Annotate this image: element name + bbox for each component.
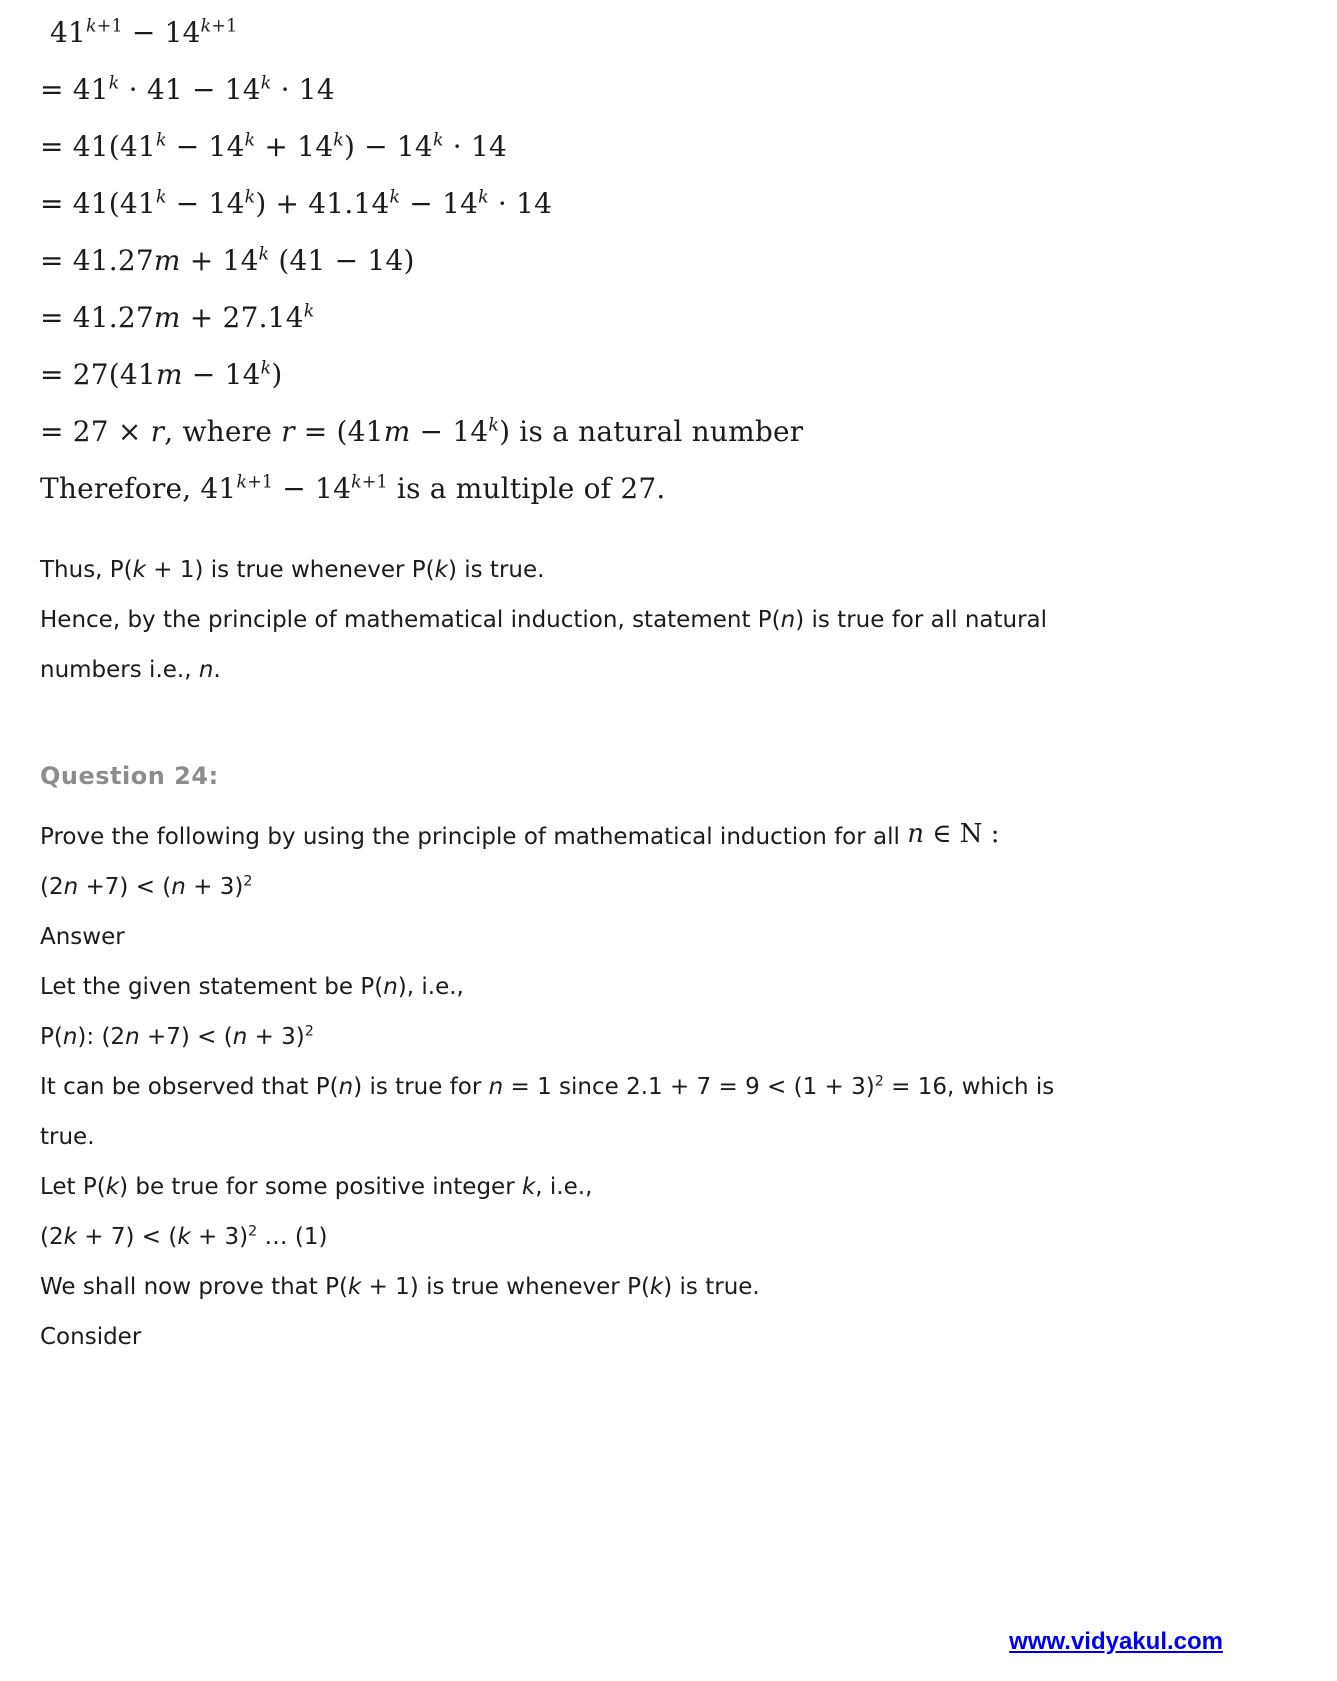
text-segment: ) be true for some positive integer	[119, 1174, 522, 1200]
paragraph-line	[40, 809, 1277, 862]
text-segment: ) is true for all natural	[795, 607, 1048, 633]
text-segment: · 14	[443, 130, 508, 163]
text-segment: 2	[304, 1023, 314, 1040]
text-segment: +7) < (	[78, 874, 172, 900]
text-segment: 2	[248, 1223, 258, 1240]
equation-line	[40, 61, 1277, 118]
text-segment: Let the given statement be P(	[40, 974, 384, 1000]
text-segment: k	[244, 187, 256, 208]
text-segment: − 14	[182, 358, 261, 391]
equation-line	[40, 118, 1277, 175]
text-segment: Answer	[40, 924, 125, 950]
text-segment: +7) < (	[139, 1024, 233, 1050]
paragraph-line	[40, 1262, 1277, 1312]
text-segment: k	[155, 187, 167, 208]
equation-line	[40, 175, 1277, 232]
text-segment: m	[155, 358, 183, 391]
text-segment: + 1) is true whenever P(	[145, 557, 435, 583]
text-segment: k	[434, 557, 448, 583]
text-segment: numbers i.e.,	[40, 657, 199, 683]
text-segment: + 27.14	[180, 301, 304, 334]
text-segment: 41	[50, 16, 87, 49]
text-segment: (2	[40, 1224, 64, 1250]
text-segment: ), i.e.,	[397, 974, 464, 1000]
paragraph-line	[40, 912, 1277, 962]
text-segment: + 3)	[247, 1024, 305, 1050]
question-heading: Question 24:	[40, 762, 219, 790]
text-segment: = (41	[294, 415, 384, 448]
text-segment: − 14	[400, 187, 479, 220]
text-segment: k	[177, 1224, 191, 1250]
text-segment: + 3)	[185, 874, 244, 900]
text-segment: k	[389, 187, 401, 208]
paragraph-line	[40, 862, 1277, 912]
paragraph-line	[40, 595, 1277, 645]
text-segment: n	[125, 1024, 140, 1050]
equation-line	[40, 460, 1277, 517]
text-segment: k	[260, 73, 272, 94]
text-segment: Prove the following by using the principle of mathematical induction for all	[40, 824, 908, 850]
text-segment: )	[271, 358, 283, 391]
text-segment: − 14	[410, 415, 489, 448]
text-segment: It can be observed that P(	[40, 1074, 339, 1100]
equation-line	[40, 232, 1277, 289]
text-segment: ) is true for	[353, 1074, 489, 1100]
text-segment: true.	[40, 1124, 95, 1150]
equation-line	[40, 4, 1277, 61]
text-segment: + 14	[180, 244, 259, 277]
text-segment: +1	[247, 472, 274, 493]
text-segment: · 41 − 14	[119, 73, 261, 106]
text-segment: 2	[243, 873, 253, 890]
paragraph-line	[40, 1312, 1277, 1362]
text-segment: Thus, P(	[40, 557, 133, 583]
text-segment: ) is a natural number	[499, 415, 804, 448]
paragraph-line	[40, 1162, 1277, 1212]
text-segment: k	[303, 301, 315, 322]
text-segment: r	[150, 415, 165, 448]
paragraph-line	[40, 645, 1277, 695]
text-segment: ) is true.	[663, 1274, 760, 1300]
text-segment: … (1)	[257, 1224, 328, 1250]
paragraph-line	[40, 545, 1277, 595]
text-segment: n	[338, 1074, 354, 1100]
equation-line	[40, 346, 1277, 403]
text-segment: .	[213, 657, 221, 683]
text-segment: We shall now prove that P(	[40, 1274, 348, 1300]
text-segment: k	[86, 16, 97, 37]
text-segment: k	[351, 472, 362, 493]
text-segment: (2	[40, 874, 64, 900]
paragraph-line	[40, 1212, 1277, 1262]
text-segment: k	[521, 1174, 536, 1200]
text-segment: k	[200, 16, 212, 37]
text-segment: k	[108, 73, 120, 94]
text-segment: m	[153, 301, 181, 334]
text-segment: k	[244, 130, 256, 151]
paragraph-line	[40, 1112, 1277, 1162]
text-segment: n	[171, 874, 186, 900]
text-segment: n	[63, 874, 79, 900]
text-segment: Let P(	[40, 1174, 106, 1200]
text-segment: Hence, by the principle of mathematical induction, statement P(	[40, 607, 781, 633]
text-segment: = 1 since 2.1 + 7 = 9 < (1 + 3)	[503, 1074, 875, 1100]
text-segment: + 1) is true whenever P(	[361, 1274, 650, 1300]
text-segment: k	[432, 130, 444, 151]
text-segment: + 3)	[190, 1224, 249, 1250]
text-segment: n	[62, 1024, 78, 1050]
text-segment: (41 − 14)	[269, 244, 415, 277]
paragraph-line	[40, 1062, 1277, 1112]
text-segment: n	[198, 657, 214, 683]
text-segment: − 14	[166, 130, 245, 163]
text-segment: k	[333, 130, 344, 151]
text-segment: = 41.27	[40, 244, 154, 277]
text-segment: ): (2	[77, 1024, 126, 1050]
text-segment: ) − 14	[343, 130, 433, 163]
text-segment: Therefore, 41	[40, 472, 237, 505]
text-segment: k	[258, 244, 270, 265]
text-segment: k	[236, 472, 248, 493]
text-segment: = 27(41	[40, 358, 156, 391]
text-segment: P(	[40, 1024, 63, 1050]
text-segment: = 41.27	[40, 301, 154, 334]
text-segment: ) + 41.14	[255, 187, 390, 220]
text-segment: k	[488, 415, 500, 436]
paragraph-line	[40, 1012, 1277, 1062]
text-segment: k	[260, 358, 272, 379]
text-segment: k	[478, 187, 489, 208]
text-segment: + 7) < (	[76, 1224, 178, 1250]
text-segment: = 16, which is	[883, 1074, 1055, 1100]
text-segment: k	[105, 1174, 120, 1200]
footer-link[interactable]: www.vidyakul.com	[1009, 1628, 1223, 1655]
text-segment: ∈ N :	[923, 819, 1000, 849]
text-segment: 2	[874, 1073, 884, 1090]
text-segment: k	[132, 557, 146, 583]
text-segment: ) is true.	[447, 557, 545, 583]
text-segment: + 14	[255, 130, 334, 163]
text-segment: = 41	[40, 73, 109, 106]
text-segment: − 14	[122, 16, 201, 49]
text-segment: , i.e.,	[535, 1174, 593, 1200]
text-segment: n	[780, 607, 796, 633]
text-segment: − 14	[166, 187, 245, 220]
text-segment: +1	[361, 472, 388, 493]
text-segment: m	[153, 244, 181, 277]
text-segment: +1	[96, 16, 123, 37]
text-segment: n	[488, 1074, 504, 1100]
text-segment: Consider	[40, 1324, 142, 1350]
paragraph-line	[40, 962, 1277, 1012]
text-segment: · 14	[271, 73, 335, 106]
text-segment: n	[907, 819, 924, 849]
equation-line	[40, 289, 1277, 346]
text-segment: = 41(41	[40, 130, 156, 163]
text-segment: = 27 ×	[40, 415, 151, 448]
text-segment: r	[281, 415, 295, 448]
text-segment: is a multiple of 27.	[387, 472, 666, 505]
equation-line	[40, 403, 1277, 460]
text-segment: +1	[211, 16, 238, 37]
text-segment: k	[63, 1224, 77, 1250]
text-segment: n	[232, 1024, 248, 1050]
text-segment: , where	[164, 415, 282, 448]
text-segment: k	[347, 1274, 362, 1300]
text-segment: = 41(41	[40, 187, 156, 220]
text-segment: · 14	[488, 187, 553, 220]
text-segment: − 14	[273, 472, 352, 505]
text-segment: m	[383, 415, 411, 448]
text-segment: k	[649, 1274, 664, 1300]
text-segment: n	[383, 974, 398, 1000]
text-segment: k	[155, 130, 167, 151]
